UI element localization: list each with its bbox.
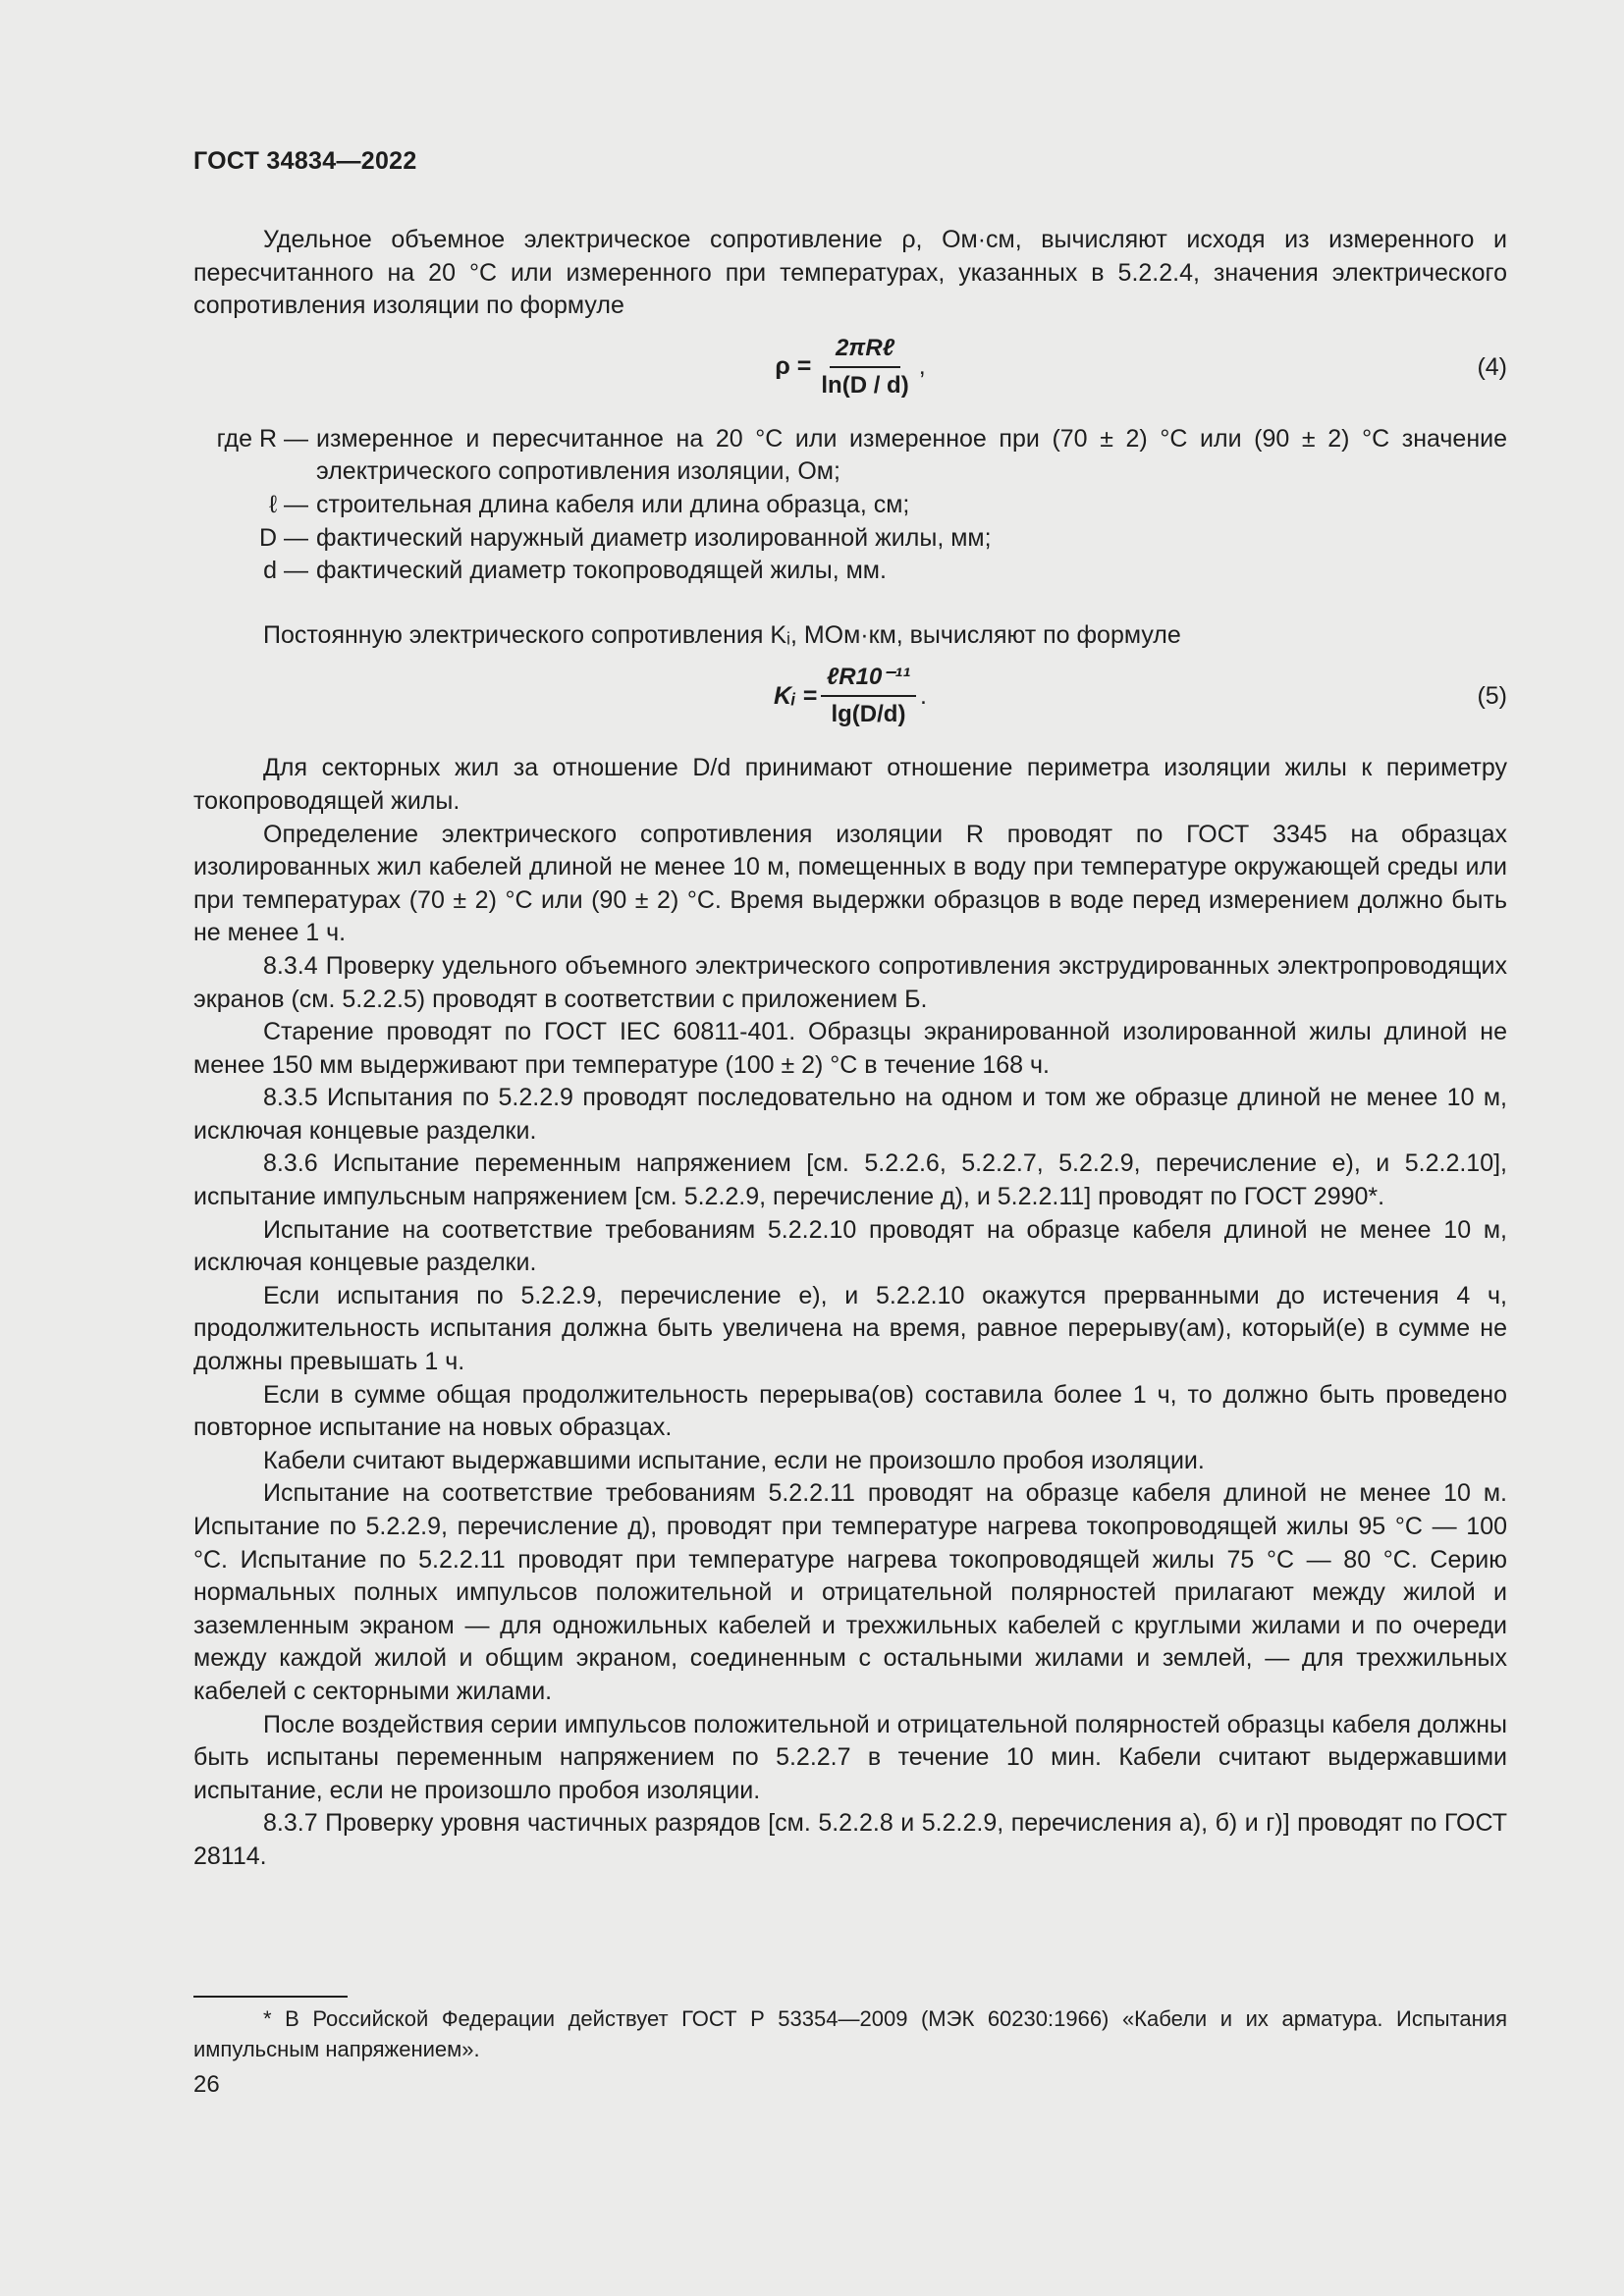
body-paragraph: После воздействия серии импульсов положительной и отрицательной полярностей образцы кабеля должны быть испытаны переменным напряжением по 5.2.2.7 в течение 10 мин. Кабели считают выдержавшими испытание, если не произошло пробоя изоляции. — [193, 1710, 1507, 1804]
formula-4-numerator: 2πRℓ — [830, 331, 900, 368]
intro-paragraph: Удельное объемное электрическое сопротивление ρ, Ом·см, вычисляют исходя из измеренного и пересчитанного на 20 °С или измеренного при температурах, указанных в 5.2.2.4, значения электрического сопротивления изоляции по формуле — [193, 226, 1507, 320]
formula-4 — [193, 327, 1507, 415]
document-body — [193, 224, 1507, 1874]
body-paragraph: 8.3.4 Проверку удельного объемного электрического сопротивления экструдированных электропроводящих экранов (см. 5.2.2.5) проводят в соответствии с приложением Б. — [193, 951, 1507, 1013]
definition-term: ℓ — — [268, 490, 308, 518]
footnote-divider — [193, 1996, 348, 1998]
body-paragraph: 8.3.6 Испытание переменным напряжением [см. 5.2.2.6, 5.2.2.7, 5.2.2.9, перечисление е), и 5.2.2.10], испытание импульсным напряжением [см. 5.2.2.9, перечисление д), и 5.2.2.11] проводят по ГОСТ 2990*. — [193, 1149, 1507, 1211]
body-paragraph: Если в сумме общая продолжительность перерыва(ов) составила более 1 ч, то должно быть проведено повторное испытание на новых образцах. — [193, 1380, 1507, 1442]
formula-4-lhs: ρ = — [775, 351, 812, 380]
body-paragraph: Кабели считают выдержавшими испытание, если не произошло пробоя изоляции. — [263, 1446, 1205, 1474]
definition-list — [193, 423, 1507, 588]
body-paragraph: Определение электрического сопротивления изоляции R проводят по ГОСТ 3345 на образцах изолированных жил кабелей длиной не менее 10 м, помещенных в воду при температуре окружающей среды или при температурах (70 ± 2) °С или (90 ± 2) °С. Время выдержки образцов в воде перед измерением должно быть не менее 1 ч. — [193, 820, 1507, 947]
definition-term: где R — — [216, 424, 308, 453]
formula-5 — [193, 656, 1507, 744]
formula-5-fraction — [821, 660, 916, 732]
definition-term: d — — [263, 557, 308, 585]
body-paragraph: 8.3.7 Проверку уровня частичных разрядов [см. 5.2.2.8 и 5.2.2.9, перечисления а), б) и г)] проводят по ГОСТ 28114. — [193, 1809, 1507, 1870]
body-paragraph: Если испытания по 5.2.2.9, перечисление е), и 5.2.2.10 окажутся прерванными до истечения 4 ч, продолжительность испытания должна быть увеличена на время, равное перерыву(ам), который(е) в сумме не должны превышать 1 ч. — [193, 1281, 1507, 1376]
definition-desc: измеренное и пересчитанное на 20 °С или измеренное при (70 ± 2) °С или (90 ± 2) °С значение электрического сопротивления изоляции, Ом; — [316, 424, 1507, 486]
body-paragraph: Старение проводят по ГОСТ IEC 60811-401. Образцы экранированной изолированной жилы длиной не менее 150 мм выдерживают при температуре (100 ± 2) °С в течение 168 ч. — [193, 1018, 1507, 1079]
footnote: * В Российской Федерации действует ГОСТ Р 53354—2009 (МЭК 60230:1966) «Кабели и их арматура. Испытания импульсным напряжением». — [193, 2006, 1507, 2061]
formula-4-tail: , — [918, 351, 926, 380]
definition-desc: фактический диаметр токопроводящей жилы, мм. — [316, 557, 887, 585]
definition-term: D — — [259, 523, 308, 552]
definition-item — [193, 489, 1507, 522]
formula-5-tail: . — [920, 681, 927, 710]
formula-4-fraction — [815, 331, 914, 403]
body-paragraph: 8.3.5 Испытания по 5.2.2.9 проводят последовательно на одном и том же образце длиной не менее 10 м, исключая концевые разделки. — [193, 1084, 1507, 1145]
document-header: ГОСТ 34834—2022 — [193, 147, 417, 175]
definition-item — [193, 555, 1507, 588]
formula-5-denominator: lg(D/d) — [831, 701, 906, 728]
definition-desc: строительная длина кабеля или длина образца, см; — [316, 490, 910, 518]
definition-item — [193, 522, 1507, 556]
formula-4-number: (4) — [1477, 352, 1507, 381]
body-paragraph: Для секторных жил за отношение D/d принимают отношение периметра изоляции жилы к периметру токопроводящей жилы. — [193, 754, 1507, 815]
page-number: 26 — [193, 2071, 220, 2098]
ki-intro-paragraph: Постоянную электрического сопротивления Kᵢ, МОм·км, вычисляют по формуле — [263, 620, 1181, 649]
formula-5-numerator: ℓR10⁻¹¹ — [821, 660, 916, 697]
body-paragraph: Испытание на соответствие требованиям 5.2.2.10 проводят на образце кабеля длиной не менее 10 м, исключая концевые разделки. — [193, 1215, 1507, 1277]
definition-item — [193, 423, 1507, 489]
body-paragraph: Испытание на соответствие требованиям 5.2.2.11 проводят на образце кабеля длиной не менее 10 м. Испытание по 5.2.2.9, перечисление д), проводят при температуре нагрева токопроводящей жилы 95 °С — 100 °С. Испытание по 5.2.2.11 проводят при температуре нагрева токопроводящей жилы 75 °С — 80 °С. Серию нормальных полных импульсов положительной и отрицательной полярностей прилагают между жилой и заземленным экраном — для одножильных кабелей и трехжильных кабелей с круглыми жилами и по очереди между каждой жилой и общим экраном, соединенным с остальными жилами и землей, — для трехжильных кабелей с секторными жилами. — [193, 1479, 1507, 1705]
formula-5-lhs: Kᵢ = — [774, 681, 817, 710]
definition-desc: фактический наружный диаметр изолированной жилы, мм; — [316, 523, 992, 552]
formula-4-denominator: ln(D / d) — [821, 371, 909, 399]
formula-5-number: (5) — [1477, 682, 1507, 711]
